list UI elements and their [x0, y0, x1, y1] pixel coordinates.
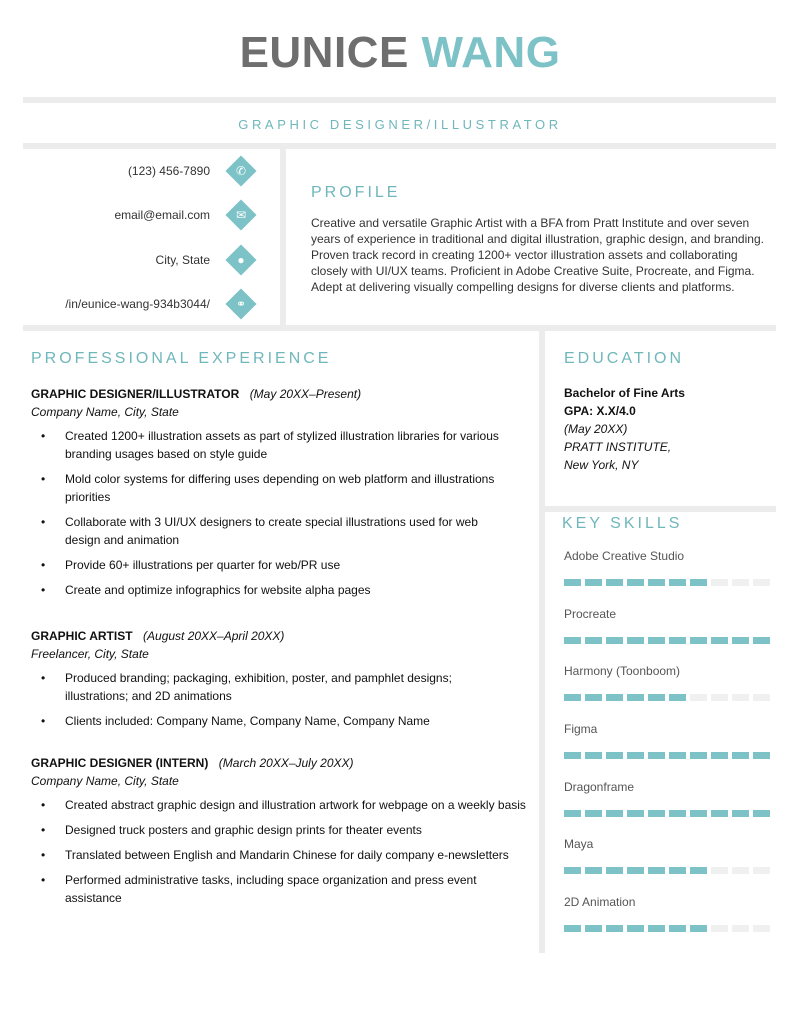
contact-profile-divider [280, 149, 286, 327]
contact-location: City, State [155, 253, 210, 267]
list-item: • Created 1200+ illustration assets as part of stylized illustration libraries for various branding usages based on style guide [31, 427, 506, 463]
list-item: • Create and optimize infographics for website alpha pages [31, 581, 506, 599]
skill-segment-filled [564, 810, 581, 817]
profile-heading: PROFILE [311, 184, 401, 201]
skill-segment-filled [669, 925, 686, 932]
skill-segment-filled [690, 752, 707, 759]
contact-block [0, 149, 280, 327]
globe-icon: ⚭ [226, 289, 256, 319]
skill-segment-empty [753, 867, 770, 874]
skill-name: Figma [564, 722, 598, 737]
skill-segment-filled [564, 694, 581, 701]
education-divider [545, 506, 776, 512]
profile-summary [311, 215, 781, 295]
skill-segment-filled [711, 810, 728, 817]
skill-segment-filled [732, 637, 749, 644]
skill-level-bar [564, 810, 770, 817]
skill-segment-filled [606, 810, 623, 817]
skill-segment-empty [753, 694, 770, 701]
job-entry [31, 627, 531, 737]
skill-segment-filled [585, 579, 602, 586]
skill-item [564, 722, 774, 780]
list-item: • Collaborate with 3 UI/UX designers to create special illustrations used for web design and animation [31, 513, 506, 549]
last-name: WANG [421, 28, 561, 77]
profile-line: years of experience in traditional and digital illustration, graphic design, and branding. [311, 232, 764, 246]
job-subtitle: GRAPHIC DESIGNER/ILLUSTRATOR [238, 117, 562, 132]
skill-segment-filled [690, 637, 707, 644]
skill-segment-empty [732, 694, 749, 701]
list-item: • Clients included: Company Name, Company Name, Company Name [31, 712, 481, 730]
skill-segment-filled [564, 925, 581, 932]
job-title: GRAPHIC DESIGNER/ILLUSTRATOR [31, 387, 240, 401]
skill-segment-filled [585, 694, 602, 701]
skill-item [564, 664, 774, 722]
skill-level-bar [564, 867, 770, 874]
list-item: • Performed administrative tasks, including space organization and press event assistance [31, 871, 505, 907]
education-heading: EDUCATION [564, 350, 685, 367]
list-item: • Translated between English and Mandarin Chinese for daily company e-newsletters [31, 846, 536, 864]
skill-segment-filled [690, 925, 707, 932]
first-name: EUNICE [239, 28, 409, 77]
skill-segment-filled [648, 810, 665, 817]
location-pin-icon: ● [226, 245, 256, 275]
list-item: • Provide 60+ illustrations per quarter for web/PR use [31, 556, 506, 574]
job-bullets [31, 427, 506, 599]
job-title: GRAPHIC DESIGNER (INTERN) [31, 756, 209, 770]
list-item: • Created abstract graphic design and illustration artwork for webpage on a weekly basis [31, 796, 536, 814]
skill-segment-filled [669, 867, 686, 874]
skill-segment-empty [711, 694, 728, 701]
skill-segment-filled [648, 867, 665, 874]
skill-item [564, 549, 774, 607]
list-item: • Designed truck posters and graphic design prints for theater events [31, 821, 536, 839]
skill-segment-filled [711, 637, 728, 644]
education-block [564, 384, 774, 474]
skill-segment-filled [669, 637, 686, 644]
skill-segment-filled [648, 579, 665, 586]
job-company: Company Name, City, State [31, 774, 179, 788]
skill-segment-filled [732, 752, 749, 759]
skill-name: Harmony (Toonboom) [564, 664, 681, 679]
skill-segment-filled [648, 752, 665, 759]
job-entry [31, 754, 536, 914]
skill-segment-empty [690, 694, 707, 701]
profile-line: closely with UI/UX teams. Proficient in Adobe Creative Suite, Procreate, and Figma. [311, 264, 755, 278]
skill-segment-filled [627, 752, 644, 759]
skill-level-bar [564, 579, 770, 586]
skill-segment-filled [732, 810, 749, 817]
list-item: • Produced branding; packaging, exhibition, poster, and pamphlet designs; illustrations; and 2D animations [31, 669, 481, 705]
skill-segment-filled [606, 694, 623, 701]
profile-divider [23, 325, 776, 331]
job-dates: (May 20XX–Present) [249, 387, 362, 401]
skill-segment-filled [690, 579, 707, 586]
skill-item [564, 895, 774, 953]
skill-segment-filled [585, 925, 602, 932]
profile-line: Adept at delivering visually compelling designs for diverse clients and platforms. [311, 280, 735, 294]
skill-name: Dragonframe [564, 779, 635, 794]
skill-item [564, 607, 774, 665]
job-company: Freelancer, City, State [31, 647, 149, 661]
skill-segment-filled [606, 637, 623, 644]
skill-segment-filled [648, 637, 665, 644]
degree: Bachelor of Fine Arts [564, 386, 685, 400]
graduation-date: (May 20XX) [564, 422, 628, 436]
skill-item [564, 837, 774, 895]
job-dates: (August 20XX–April 20XX) [143, 629, 285, 643]
experience-heading: PROFESSIONAL EXPERIENCE [31, 350, 332, 367]
skill-segment-filled [627, 810, 644, 817]
skill-segment-filled [690, 867, 707, 874]
skill-segment-filled [669, 579, 686, 586]
skill-segment-filled [753, 810, 770, 817]
skill-segment-empty [711, 867, 728, 874]
skill-segment-empty [732, 579, 749, 586]
profile-line: Proven track record in creating 1200+ vector illustration assets and collaborating [311, 248, 738, 262]
skills-heading: KEY SKILLS [562, 515, 683, 532]
candidate-name [0, 28, 800, 78]
skill-name: 2D Animation [564, 895, 636, 910]
skill-name: Maya [564, 837, 594, 852]
skill-segment-filled [669, 752, 686, 759]
skill-segment-filled [606, 925, 623, 932]
phone-icon: ✆ [226, 156, 256, 186]
skill-segment-filled [585, 752, 602, 759]
header-divider [23, 97, 776, 103]
skill-segment-filled [669, 810, 686, 817]
skill-segment-filled [648, 694, 665, 701]
gpa: GPA: X.X/4.0 [564, 404, 636, 418]
envelope-icon: ✉ [226, 200, 256, 230]
contact-phone: (123) 456-7890 [127, 164, 210, 178]
skill-segment-filled [585, 810, 602, 817]
skill-segment-filled [585, 637, 602, 644]
skill-segment-filled [753, 637, 770, 644]
skill-segment-filled [606, 867, 623, 874]
school-location: New York, NY [564, 458, 639, 472]
skill-segment-filled [585, 867, 602, 874]
skill-segment-filled [648, 925, 665, 932]
skill-segment-empty [732, 925, 749, 932]
job-entry [31, 385, 531, 606]
skill-segment-empty [711, 925, 728, 932]
job-company: Company Name, City, State [31, 405, 179, 419]
contact-email: email@email.com [114, 208, 210, 222]
skill-segment-filled [690, 810, 707, 817]
skill-segment-filled [564, 752, 581, 759]
skill-level-bar [564, 694, 770, 701]
skill-level-bar [564, 925, 770, 932]
skill-segment-filled [606, 579, 623, 586]
skill-segment-filled [627, 925, 644, 932]
skill-segment-filled [564, 867, 581, 874]
list-item: • Mold color systems for differing uses depending on web platform and illustrations priorities [31, 470, 506, 506]
skill-segment-filled [711, 752, 728, 759]
skill-name: Adobe Creative Studio [564, 549, 685, 563]
job-bullets [31, 796, 536, 907]
job-title: GRAPHIC ARTIST [31, 629, 133, 643]
skill-segment-empty [753, 579, 770, 586]
column-divider [539, 331, 545, 953]
skill-segment-filled [564, 637, 581, 644]
skill-segment-filled [627, 867, 644, 874]
skill-name: Procreate [564, 606, 617, 621]
skills-list [564, 549, 774, 953]
contact-linkedin: /in/eunice-wang-934b3044/ [65, 297, 210, 311]
skill-segment-empty [711, 579, 728, 586]
skill-segment-empty [753, 925, 770, 932]
skill-level-bar [564, 752, 770, 759]
skill-segment-filled [564, 579, 581, 586]
skill-segment-filled [627, 579, 644, 586]
skill-segment-filled [606, 752, 623, 759]
skill-segment-empty [732, 867, 749, 874]
skill-segment-filled [627, 637, 644, 644]
job-dates: (March 20XX–July 20XX) [218, 756, 354, 770]
school-name: PRATT INSTITUTE, [564, 440, 672, 454]
skill-segment-filled [669, 694, 686, 701]
profile-line: Creative and versatile Graphic Artist with a BFA from Pratt Institute and over seven [311, 216, 750, 230]
job-bullets [31, 669, 481, 730]
skill-segment-filled [627, 694, 644, 701]
skill-level-bar [564, 637, 770, 644]
skill-item [564, 780, 774, 838]
skill-segment-filled [753, 752, 770, 759]
